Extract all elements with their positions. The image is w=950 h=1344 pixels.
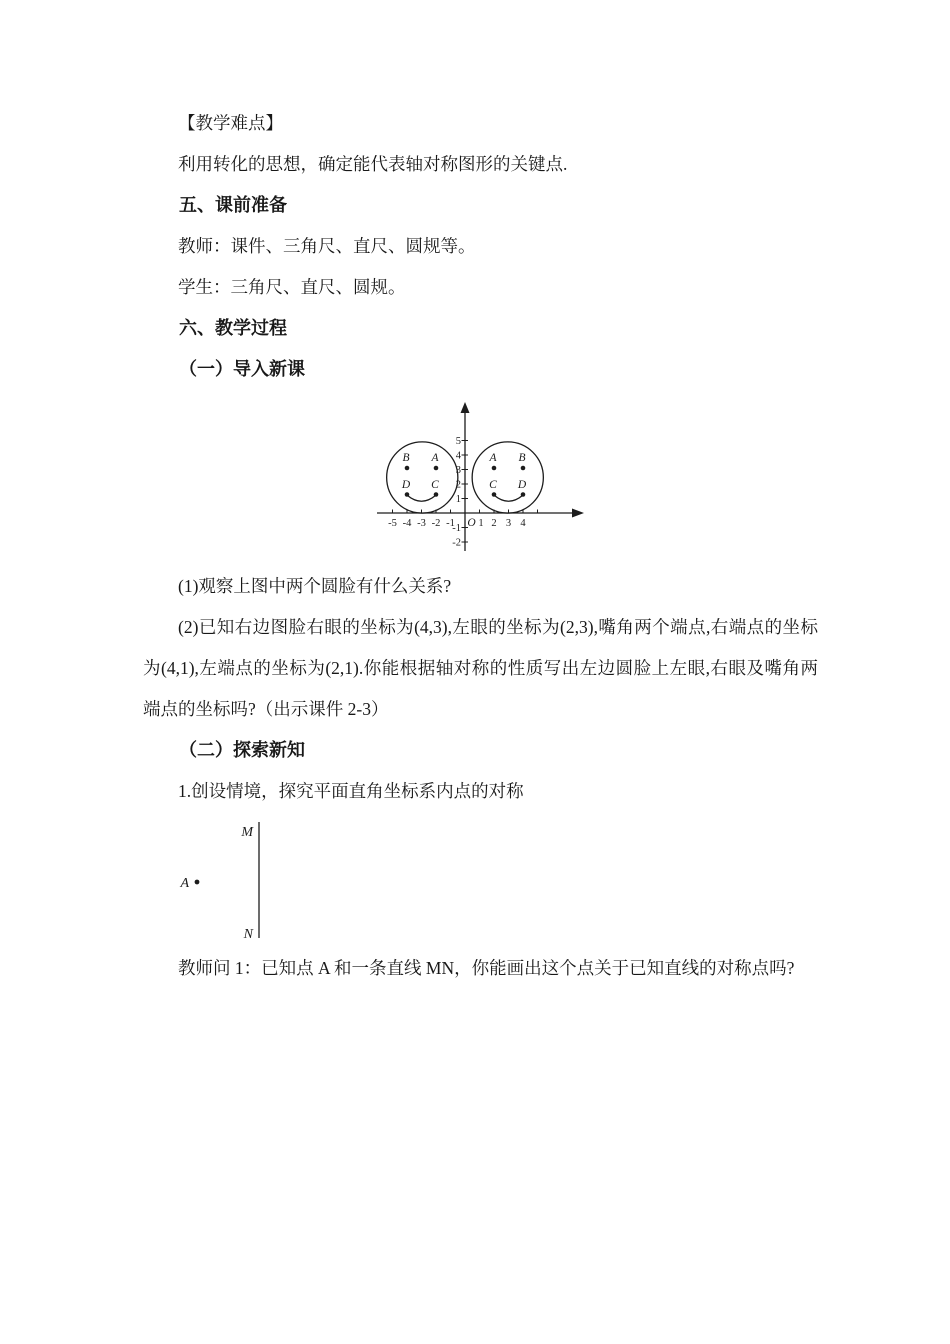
point-label-left-mouth-left: D <box>401 479 411 491</box>
y-tick-label: 4 <box>455 450 461 462</box>
y-tick-label: -1 <box>452 523 461 534</box>
y-tick-label: 5 <box>455 436 461 447</box>
y-axis-arrow-icon <box>461 402 470 413</box>
prep-teacher: 教师：课件、三角尺、直尺、圆规等。 <box>178 236 476 256</box>
x-tick-label: 1 <box>478 518 484 529</box>
point-label-right-mouth-right: D <box>517 479 527 491</box>
y-tick-label: 3 <box>455 465 461 476</box>
left-face <box>387 442 458 513</box>
y-tick-label: 2 <box>455 479 461 491</box>
section-prep-title: 五、课前准备 <box>179 195 287 215</box>
point-label-right-eye-left: A <box>489 452 497 464</box>
point-label-left-eye-right: A <box>431 452 439 464</box>
point-a-label: A <box>180 876 189 891</box>
x-tick-label: -5 <box>388 518 397 529</box>
prep-student: 学生：三角尺、直尺、圆规。 <box>178 277 406 297</box>
x-tick-label: -4 <box>402 518 412 529</box>
y-tick-labels <box>452 436 462 549</box>
difficulty-header: 【教学难点】 <box>178 113 283 133</box>
right-face <box>472 442 543 513</box>
point-label-left-mouth-right: C <box>431 479 439 491</box>
origin-label: O <box>467 517 476 529</box>
point-label-right-eye-right: B <box>518 452 526 464</box>
coordinate-faces-figure <box>365 398 593 566</box>
point-a-dot <box>195 880 200 885</box>
point-label-left-eye-left: B <box>402 452 410 464</box>
intro-question-2: (2)已知右边图脸右眼的坐标为(4,3),左眼的坐标为(2,3),嘴角两个端点,右端点的坐标为(4,1),左端点的坐标为(2,1).你能根据轴对称的性质写出左边圆脸上左眼,右眼及嘴角两端点的坐标吗?（出示课件 2-3） <box>143 617 818 719</box>
subsection-intro-title: （一）导入新课 <box>179 359 305 379</box>
y-tick-label: 1 <box>455 494 461 505</box>
line-top-label: M <box>241 825 253 840</box>
intro-question-1: (1)观察上图中两个圆脸有什么关系? <box>178 576 452 596</box>
x-axis-arrow-icon <box>572 509 584 518</box>
x-tick-label: -1 <box>446 518 455 529</box>
line-bottom-label: N <box>243 927 253 942</box>
teacher-question-1: 教师问 1：已知点 A 和一条直线 MN，你能画出这个点关于已知直线的对称点吗? <box>178 958 795 978</box>
x-tick-label: -2 <box>431 518 441 529</box>
x-tick-label: -3 <box>417 518 426 529</box>
point-label-right-mouth-left: C <box>489 479 497 491</box>
difficulty-body: 利用转化的思想，确定能代表轴对称图形的关键点. <box>178 154 568 174</box>
y-tick-label: -2 <box>452 537 461 549</box>
line-mn-figure <box>151 812 321 948</box>
x-tick-label: 2 <box>491 518 497 529</box>
x-tick-label: 4 <box>520 518 526 529</box>
subsection-explore-title: （二）探索新知 <box>179 740 305 760</box>
x-tick-label: 3 <box>505 518 512 529</box>
section-process-title: 六、教学过程 <box>179 318 287 338</box>
explore-step-1: 1.创设情境，探究平面直角坐标系内点的对称 <box>178 781 524 801</box>
